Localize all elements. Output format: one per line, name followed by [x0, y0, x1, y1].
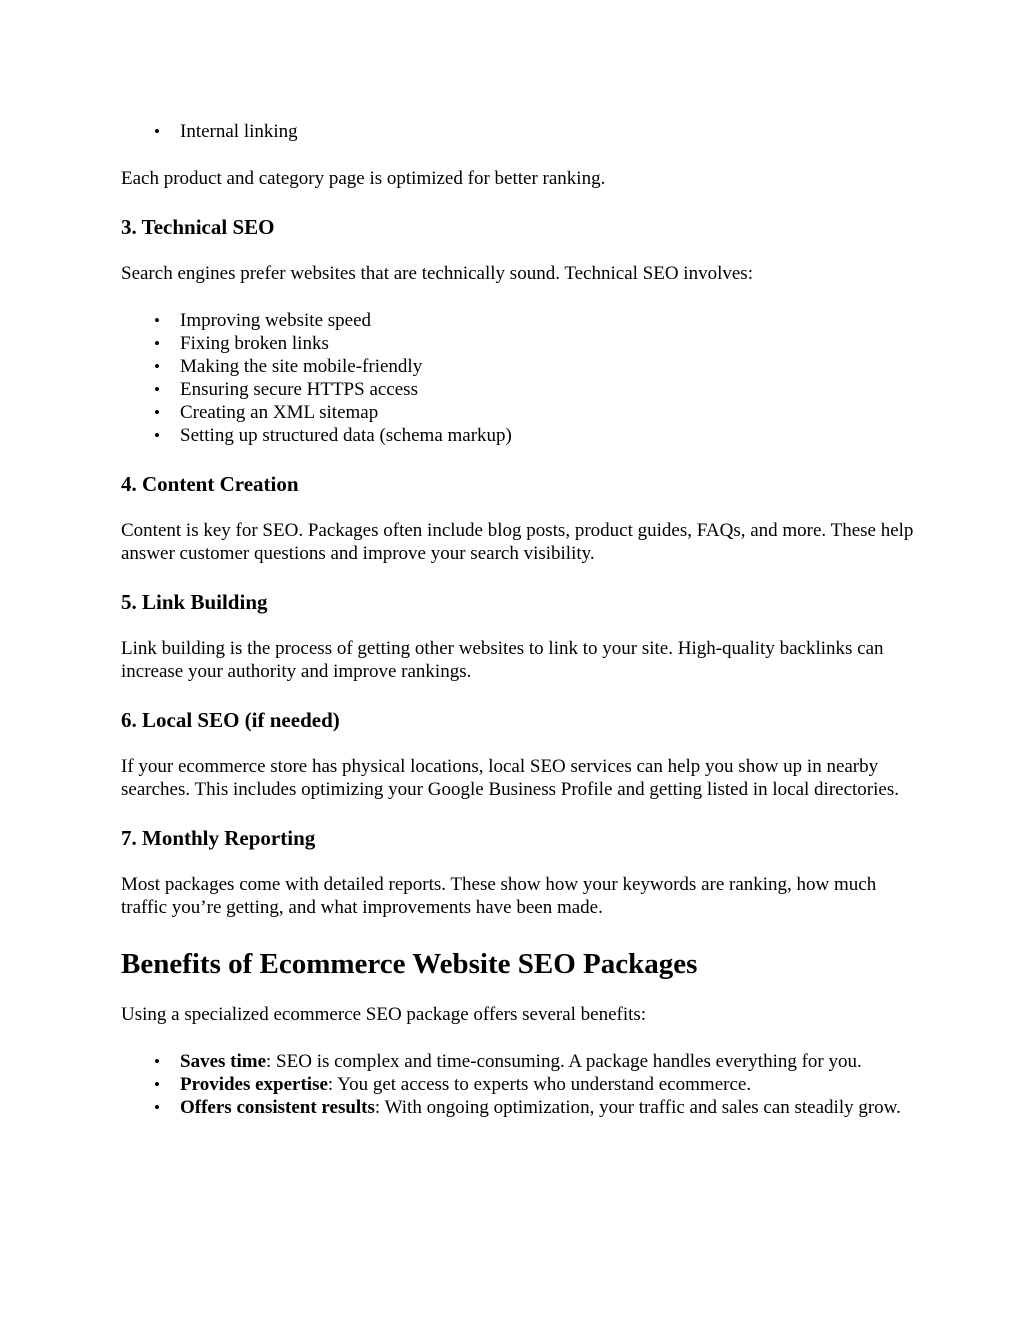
section-heading-monthly-reporting: 7. Monthly Reporting — [121, 826, 316, 850]
technical-seo-list — [121, 309, 921, 447]
list-item: • Fixing broken links — [121, 332, 921, 355]
section-heading-content-creation: 4. Content Creation — [121, 472, 299, 496]
section-heading-technical-seo: 3. Technical SEO — [121, 215, 275, 239]
benefit-description: : With ongoing optimization, your traffic and sales can steadily grow. — [374, 1097, 901, 1118]
list-item: • Ensuring secure HTTPS access — [121, 378, 921, 401]
benefit-term: Provides expertise — [180, 1074, 328, 1095]
paragraph: If your ecommerce store has physical locations, local SEO services can help you show up in nearby searches. This includes optimizing your Google Business Profile and getting listed in local directories. — [121, 756, 899, 800]
paragraph: Using a specialized ecommerce SEO package offers several benefits: — [121, 1004, 647, 1025]
section-heading-local-seo: 6. Local SEO (if needed) — [121, 708, 340, 732]
list-item — [121, 1073, 921, 1096]
list-item: • Creating an XML sitemap — [121, 401, 921, 424]
intro-list — [121, 120, 921, 143]
paragraph: Each product and category page is optimized for better ranking. — [121, 168, 606, 189]
benefit-term: Offers consistent results — [180, 1097, 375, 1118]
list-item: • Making the site mobile-friendly — [121, 355, 921, 378]
list-item: • Improving website speed — [121, 309, 921, 332]
list-item: • Internal linking — [121, 120, 921, 143]
paragraph: Search engines prefer websites that are technically sound. Technical SEO involves: — [121, 263, 753, 284]
benefit-description: : You get access to experts who understand ecommerce. — [327, 1074, 752, 1095]
section-heading-link-building: 5. Link Building — [121, 590, 268, 614]
document-page — [121, 120, 921, 1119]
paragraph: Content is key for SEO. Packages often include blog posts, product guides, FAQs, and more. These help answer customer questions and improve your search visibility. — [121, 520, 914, 564]
benefit-description: : SEO is complex and time-consuming. A package handles everything for you. — [266, 1051, 862, 1072]
list-item — [121, 1050, 921, 1073]
list-item: • Setting up structured data (schema markup) — [121, 424, 921, 447]
list-item — [121, 1096, 921, 1119]
benefits-heading: Benefits of Ecommerce Website SEO Packages — [121, 948, 698, 980]
benefit-term: Saves time — [180, 1051, 267, 1072]
paragraph: Link building is the process of getting other websites to link to your site. High-quality backlinks can increase your authority and improve rankings. — [121, 638, 884, 682]
benefits-list — [121, 1050, 921, 1119]
paragraph: Most packages come with detailed reports. These show how your keywords are ranking, how much traffic you’re getting, and what improvements have been made. — [121, 874, 877, 918]
